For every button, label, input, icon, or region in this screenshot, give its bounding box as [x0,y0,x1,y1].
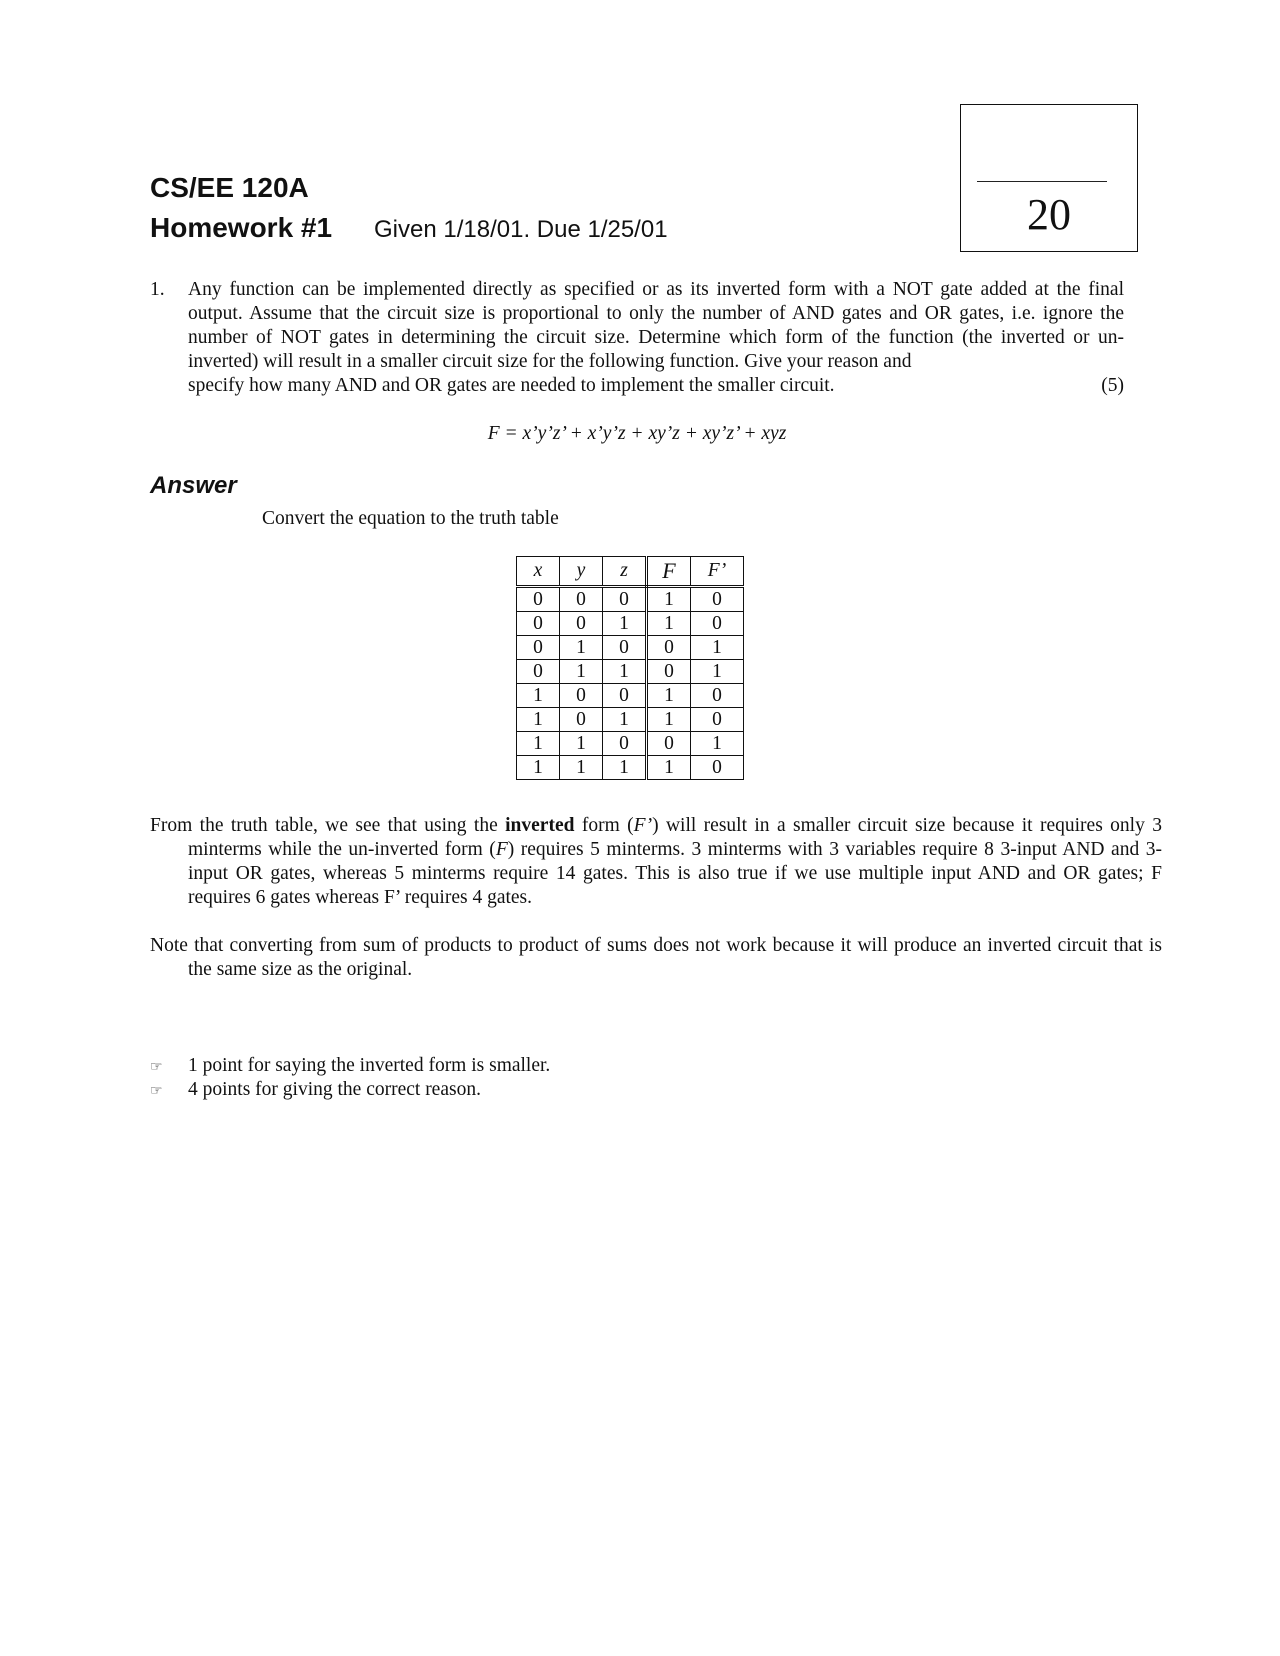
question-points: (5) [1101,375,1124,396]
cell-f-prime: 1 [691,732,744,756]
table-row [517,756,744,780]
cell-x: 0 [517,612,560,636]
convert-instruction: Convert the equation to the truth table [262,508,559,529]
explanation-text: From the truth table, we see that using the [150,815,506,836]
question-text-last-line: specify how many AND and OR gates are needed to implement the smaller circuit. [188,375,835,396]
grading-text: 4 points for giving the correct reason. [188,1079,481,1100]
cell-z: 0 [603,636,647,660]
cell-f: 1 [647,587,691,612]
explanation-text: form ( [574,815,634,836]
answer-heading: Answer [150,472,237,499]
cell-z: 0 [603,587,647,612]
cell-z: 1 [603,756,647,780]
table-row [517,684,744,708]
cell-x: 1 [517,756,560,780]
cell-x: 0 [517,587,560,612]
cell-f: 1 [647,708,691,732]
score-box [960,104,1138,252]
cell-f: 1 [647,612,691,636]
cell-f-prime: 1 [691,636,744,660]
course-title: CS/EE 120A [150,172,309,203]
column-header-f: F [647,557,691,587]
column-header-z: z [603,557,647,587]
column-header-x: x [517,557,560,587]
function-formula: F = x’y’z’ + x’y’z + xy’z + xy’z’ + xyz [487,423,787,444]
cell-f-prime: 0 [691,684,744,708]
question-1 [150,278,1124,398]
pointing-hand-icon: ☞ [150,1083,163,1099]
homework-title: Homework #1 [150,212,333,243]
grading-item [150,1054,550,1079]
cell-f-prime: 0 [691,708,744,732]
cell-z: 0 [603,732,647,756]
cell-x: 0 [517,660,560,684]
table-row [517,732,744,756]
question-number: 1. [150,279,165,300]
cell-y: 0 [560,684,603,708]
cell-y: 0 [560,612,603,636]
cell-z: 1 [603,660,647,684]
table-row [517,660,744,684]
column-header-f-prime: F’ [691,557,744,587]
cell-y: 1 [560,732,603,756]
due-dates: Given 1/18/01. Due 1/25/01 [374,216,668,243]
cell-x: 1 [517,732,560,756]
cell-x: 1 [517,708,560,732]
cell-z: 1 [603,612,647,636]
cell-x: 0 [517,636,560,660]
question-text: Any function can be implemented directly as specified or as its inverted form with a NOT gate added at the final output. Assume that the circuit size is proportional to only the number of AND gates and OR gates, i.e. ignore the number of NOT gates in determining the circuit size. Determine which form of the function (the inverted or un-inverted) will result in a smaller circuit size for the following function. Give your reason and [188,279,1124,372]
column-header-y: y [560,557,603,587]
explanation-italic: F [495,839,508,860]
cell-f-prime: 0 [691,612,744,636]
table-row [517,587,744,612]
cell-y: 1 [560,660,603,684]
explanation-bold: inverted [505,815,575,836]
cell-y: 0 [560,708,603,732]
cell-f-prime: 0 [691,756,744,780]
grading-text: 1 point for saying the inverted form is smaller. [188,1055,551,1076]
grading-item [150,1078,481,1103]
truth-table [516,556,744,780]
score-value: 20 [1027,190,1071,239]
answer-explanation [150,814,1162,910]
cell-f-prime: 1 [691,660,744,684]
table-row [517,708,744,732]
table-row [517,612,744,636]
pointing-hand-icon: ☞ [150,1059,163,1075]
explanation-italic: F’ [633,815,653,836]
score-blank-line [977,181,1107,182]
cell-f-prime: 0 [691,587,744,612]
cell-z: 1 [603,708,647,732]
cell-z: 0 [603,684,647,708]
cell-f: 1 [647,684,691,708]
cell-f: 0 [647,636,691,660]
answer-note: Note that converting from sum of products to product of sums does not work because it will produce an inverted circuit that is the same size as the original. [150,935,1162,980]
table-row [517,636,744,660]
cell-y: 0 [560,587,603,612]
cell-f: 0 [647,660,691,684]
cell-y: 1 [560,756,603,780]
cell-f: 1 [647,756,691,780]
cell-x: 1 [517,684,560,708]
cell-y: 1 [560,636,603,660]
explanation-text: ) will result in a smaller circuit size because it requires only 3 minterms while the un-inverted form ( [188,815,1162,860]
cell-f: 0 [647,732,691,756]
explanation-text: ) requires 5 minterms. 3 minterms with 3 variables require 8 3-input AND and 3-input OR gates, whereas 5 minterms require 14 gates. This is also true if we use multiple input AND and OR gates; F requires 6 gates whereas F’ requires 4 gates. [188,839,1162,908]
